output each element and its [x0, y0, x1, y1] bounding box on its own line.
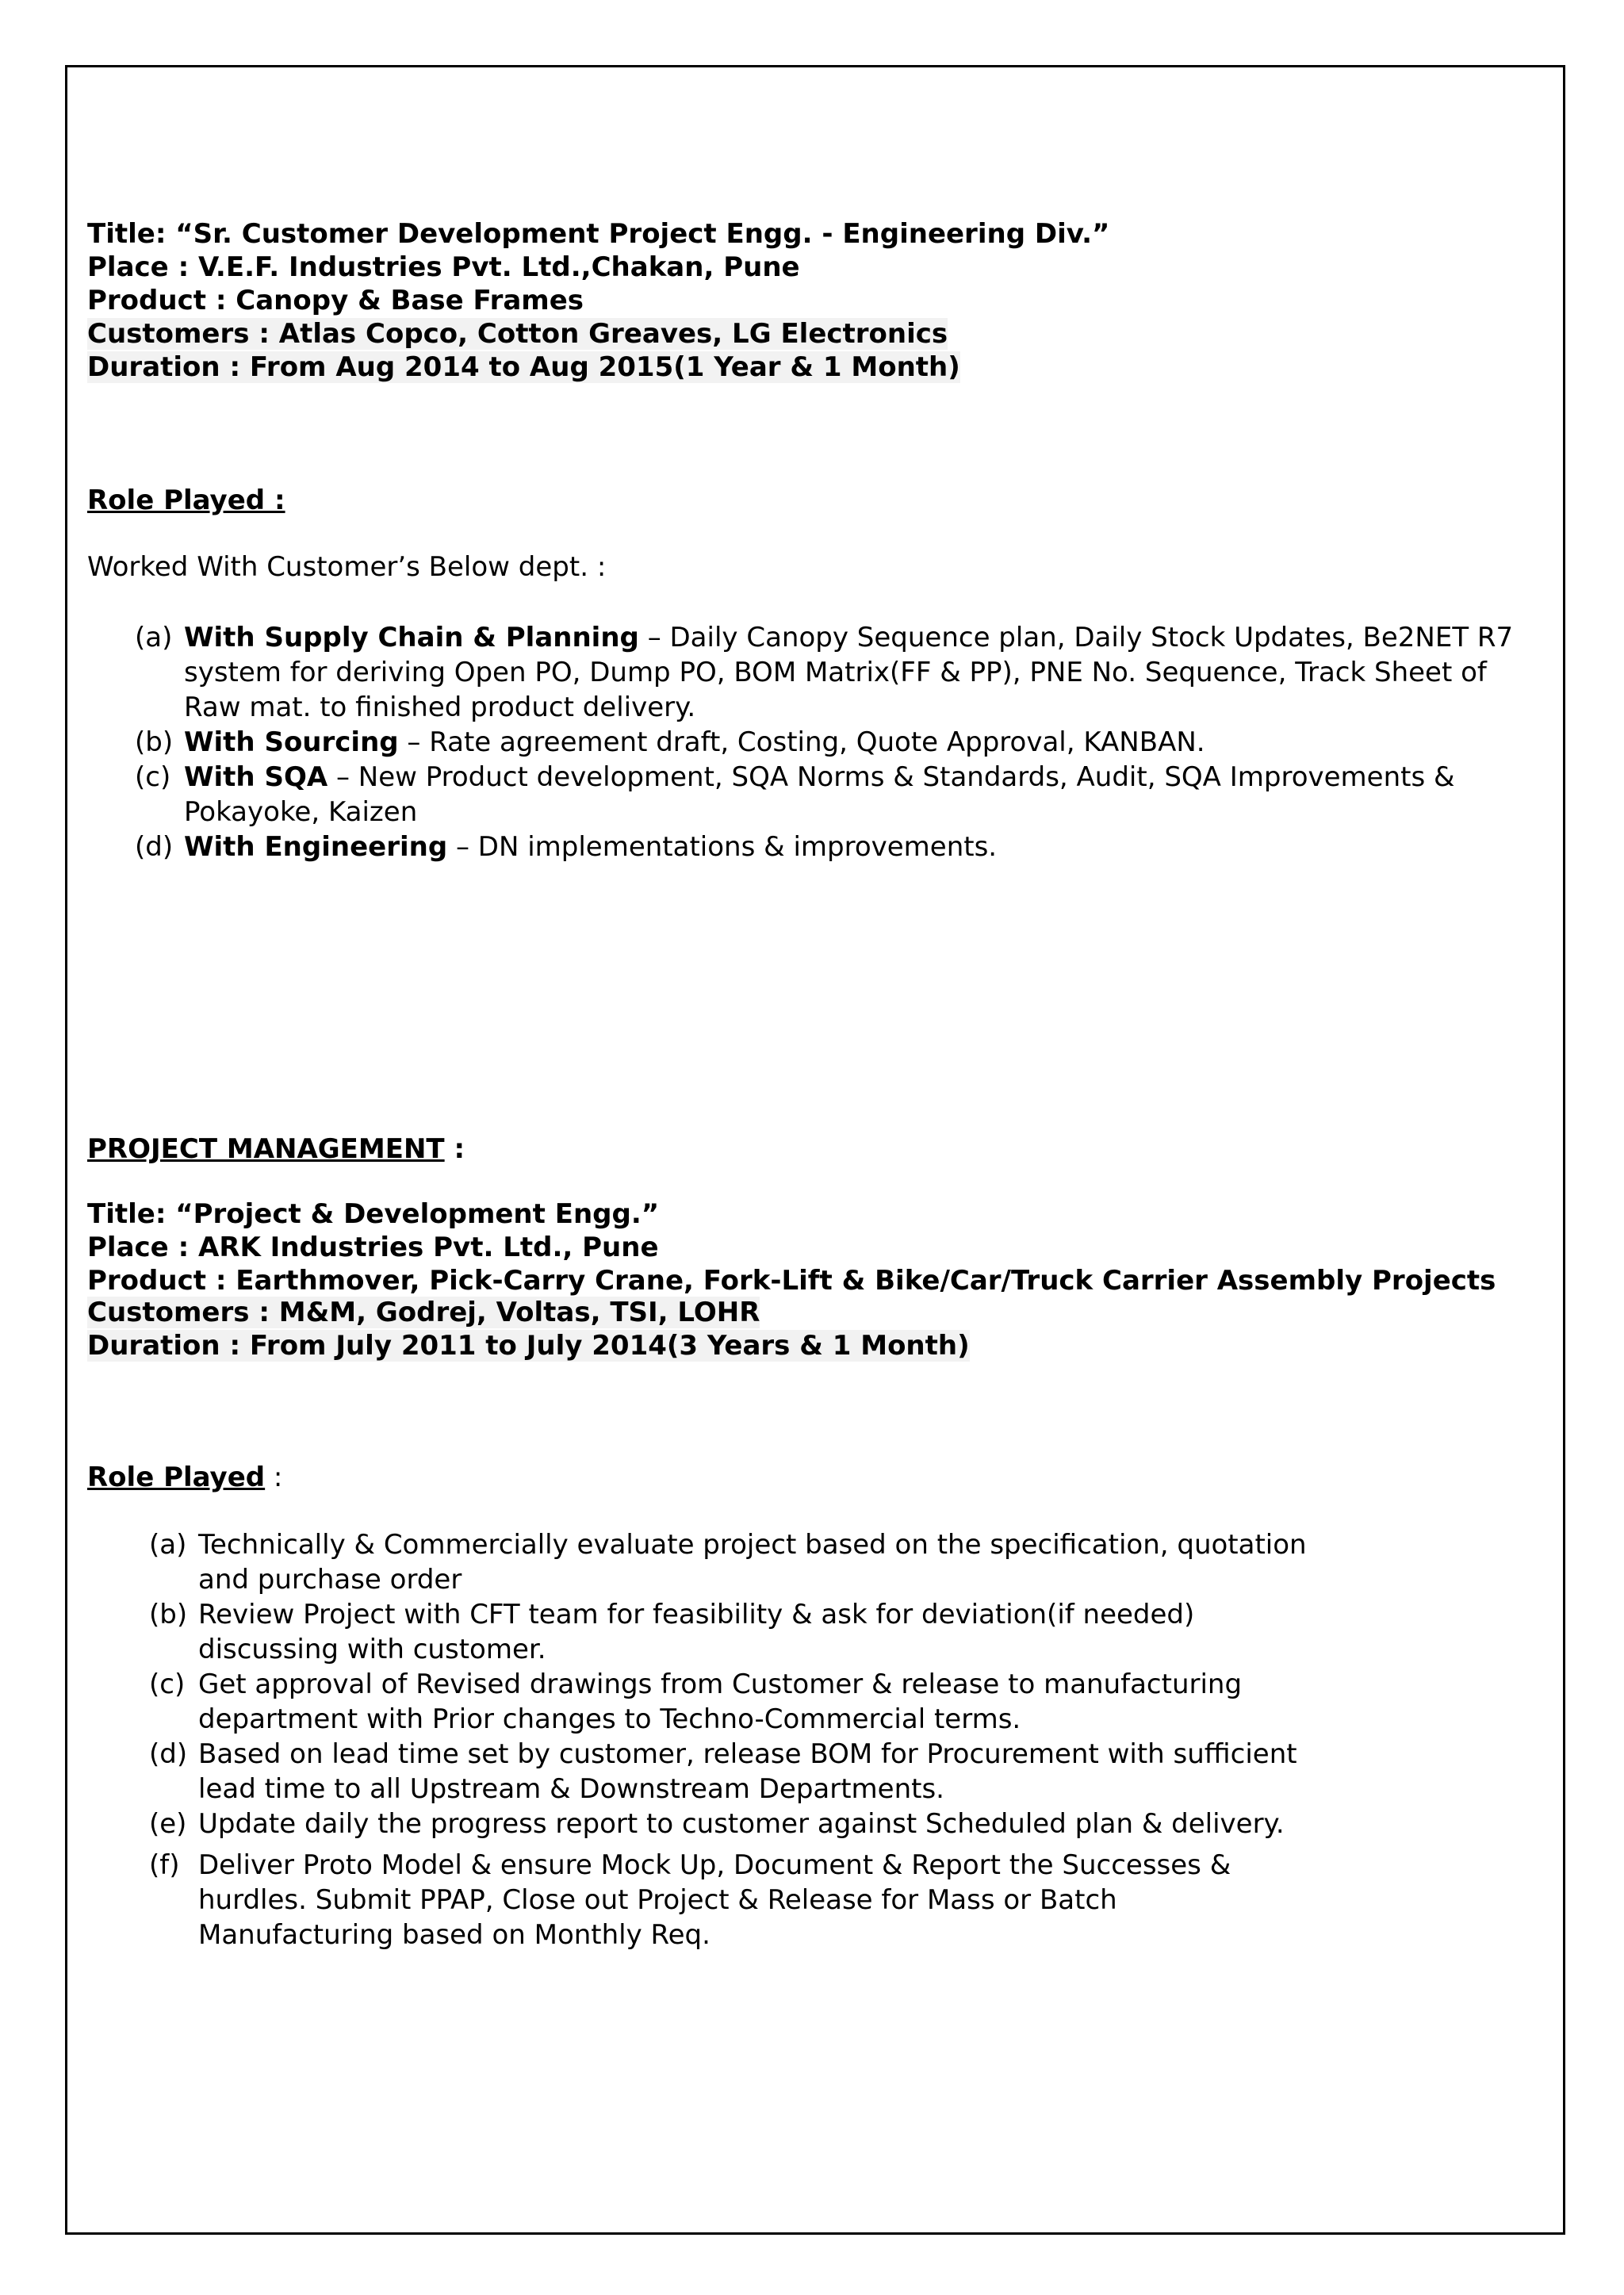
list-item-text: department with Prior changes to Techno-Commercial terms. — [198, 1703, 1021, 1735]
job2-role-heading-text: Role Played — [87, 1462, 266, 1493]
job1-item-c — [135, 760, 1546, 829]
list-marker: (e) — [149, 1808, 187, 1840]
list-item-text: Review Project with CFT team for feasibility & ask for deviation(if needed) — [198, 1599, 1195, 1630]
list-item-text: lead time to all Upstream & Downstream Departments. — [198, 1773, 944, 1805]
list-item-text: and purchase order — [198, 1564, 462, 1596]
job1-customers-text: Customers : Atlas Copco, Cotton Greaves, LG Electronics — [87, 318, 948, 350]
list-item-text: Technically & Commercially evaluate project based on the specification, quotation — [198, 1529, 1307, 1561]
list-marker: (c) — [149, 1669, 186, 1700]
list-marker: (b) — [135, 726, 174, 758]
job1-product: Product : Canopy & Base Frames — [87, 285, 584, 316]
job1-item-d — [135, 829, 1546, 864]
job1-item-a — [135, 620, 1546, 725]
section-heading — [87, 1132, 465, 1166]
list-item-bold: With Engineering — [184, 831, 448, 863]
job1-duration — [87, 351, 960, 384]
list-item-bold: With SQA — [184, 761, 328, 793]
list-item-text: – DN implementations & improvements. — [447, 831, 998, 863]
job2-item-e — [149, 1806, 1545, 1841]
list-marker: (d) — [149, 1738, 188, 1770]
job2-customers — [87, 1296, 760, 1329]
list-marker: (b) — [149, 1599, 188, 1630]
section-heading-text: PROJECT MANAGEMENT — [87, 1133, 445, 1165]
list-marker: (c) — [135, 761, 171, 793]
list-item-text: Pokayoke, Kaizen — [184, 796, 418, 828]
job2-duration-text: Duration : From July 2011 to July 2014(3 Years & 1 Month) — [87, 1330, 970, 1362]
list-item-text: Get approval of Revised drawings from Customer & release to manufacturing — [198, 1669, 1243, 1700]
list-marker: (a) — [149, 1529, 187, 1561]
job1-title — [87, 217, 1109, 251]
job2-item-b — [149, 1597, 1545, 1667]
list-item-text: hurdles. Submit PPAP, Close out Project & Release for Mass or Batch — [198, 1884, 1117, 1916]
list-marker: (d) — [135, 831, 174, 863]
list-item-bold: With Sourcing — [184, 726, 399, 758]
job2-item-a — [149, 1527, 1545, 1597]
list-marker: (a) — [135, 622, 173, 653]
job1-item-b — [135, 725, 1546, 760]
list-item-text: – Rate agreement draft, Costing, Quote Approval, KANBAN. — [398, 726, 1205, 758]
job2-product: Product : Earthmover, Pick-Carry Crane, Fork-Lift & Bike/Car/Truck Carrier Assembly Projects — [87, 1265, 1496, 1297]
job1-duration-text: Duration : From Aug 2014 to Aug 2015(1 Year & 1 Month) — [87, 351, 960, 383]
job1-place: Place : V.E.F. Industries Pvt. Ltd.,Chakan, Pune — [87, 251, 800, 283]
list-item-text: – New Product development, SQA Norms & Standards, Audit, SQA Improvements & — [327, 761, 1455, 793]
job1-role-heading: Role Played : — [87, 485, 285, 516]
job2-item-d — [149, 1737, 1545, 1806]
job1-title-value: : “Sr. Customer Development Project Engg. - Engineering Div.” — [155, 218, 1110, 250]
list-item-text: – Daily Canopy Sequence plan, Daily Stock Updates, Be2NET R7 — [638, 622, 1514, 653]
list-item-text: Manufacturing based on Monthly Req. — [198, 1919, 710, 1951]
job2-item-c — [149, 1667, 1545, 1737]
list-item-text: Based on lead time set by customer, release BOM for Procurement with sufficient — [198, 1738, 1297, 1770]
job2-item-f — [149, 1848, 1545, 1952]
job2-role-heading — [87, 1461, 282, 1494]
list-item-text: discussing with customer. — [198, 1634, 546, 1665]
job1-customers — [87, 317, 948, 351]
job1-title-label: Title — [87, 218, 155, 250]
list-marker: (f) — [149, 1849, 180, 1881]
job2-duration — [87, 1329, 970, 1362]
section-heading-colon: : — [444, 1133, 465, 1165]
list-item-text: Deliver Proto Model & ensure Mock Up, Document & Report the Successes & — [198, 1849, 1231, 1881]
list-item-text: Update daily the progress report to customer against Scheduled plan & delivery. — [198, 1808, 1285, 1840]
job2-place: Place : ARK Industries Pvt. Ltd., Pune — [87, 1232, 659, 1263]
job2-role-heading-colon: : — [265, 1462, 283, 1493]
list-item-bold: With Supply Chain & Planning — [184, 622, 639, 653]
job2-customers-text: Customers : M&M, Godrej, Voltas, TSI, LOHR — [87, 1297, 760, 1328]
job1-intro: Worked With Customer’s Below dept. : — [87, 551, 607, 583]
list-item-text: system for deriving Open PO, Dump PO, BOM Matrix(FF & PP), PNE No. Sequence, Track Sheet of — [184, 657, 1487, 688]
list-item-text: Raw mat. to finished product delivery. — [184, 692, 696, 723]
job2-title: Title: “Project & Development Engg.” — [87, 1198, 660, 1230]
